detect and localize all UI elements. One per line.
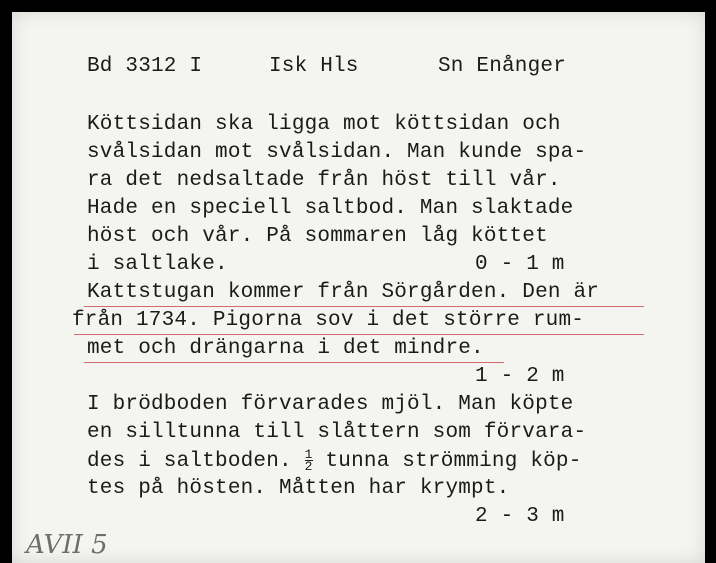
text-line: i saltlake. (87, 253, 228, 276)
red-underline (84, 306, 644, 307)
text-line: Hade en speciell saltbod. Man slaktade (87, 197, 574, 220)
text-line: Köttsidan ska ligga mot köttsidan och (87, 113, 561, 136)
fraction-denominator: 2 (304, 459, 313, 474)
text-line (87, 449, 582, 473)
depth-range: 0 - 1 m (475, 253, 565, 276)
fraction-numerator: 1 (304, 447, 313, 462)
text-line: svålsidan mot svålsidan. Man kunde spa- (87, 141, 587, 164)
handwritten-annotation: AVII 5 (26, 530, 108, 560)
text-line: Kattstugan kommer från Sörgården. Den är (87, 281, 600, 304)
archive-card (12, 12, 705, 563)
depth-range: 1 - 2 m (475, 365, 565, 388)
red-underline (74, 334, 644, 335)
depth-range: 2 - 3 m (475, 505, 565, 528)
text-fragment: tunna strömming köp- (325, 450, 582, 474)
text-line: höst och vår. På sommaren låg köttet (87, 225, 548, 248)
red-underline (84, 362, 504, 363)
text-fragment: des i saltboden. (87, 450, 292, 474)
text-line: från 1734. Pigorna sov i det större rum- (72, 309, 585, 332)
text-line: ra det nedsaltade från höst till vår. (87, 169, 561, 192)
card-code: Bd 3312 I (87, 55, 203, 78)
text-line: met och drängarna i det mindre. (87, 337, 484, 360)
text-line: en silltunna till slåttern som förvara- (87, 421, 587, 444)
text-line: tes på hösten. Måtten har krympt. (87, 477, 510, 500)
card-region: Isk Hls (269, 55, 359, 78)
fraction-half (305, 449, 313, 472)
text-line: I brödboden förvarades mjöl. Man köpte (87, 393, 574, 416)
card-parish: Sn Enånger (438, 55, 567, 78)
